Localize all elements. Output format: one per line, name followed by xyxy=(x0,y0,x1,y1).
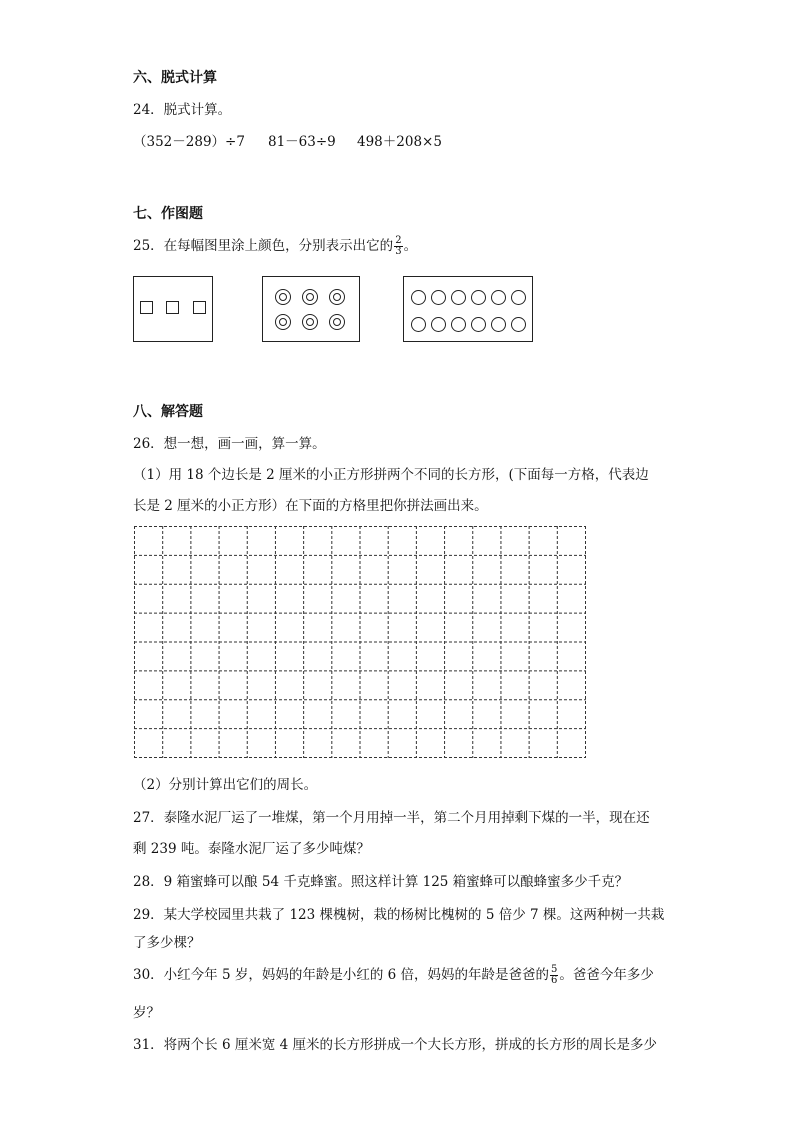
question-26-part2: （2）分别计算出它们的周长。 xyxy=(133,777,318,793)
circle-shape[interactable] xyxy=(431,290,446,305)
circle-shape[interactable] xyxy=(471,317,486,332)
question-30-text-a: 30．小红今年 5 岁，妈妈的年龄是小红的 6 倍，妈妈的年龄是爸爸的 xyxy=(133,967,550,983)
fraction-denominator: 3 xyxy=(395,246,402,257)
question-25-text xyxy=(133,234,417,258)
question-30-text-b: 。爸爸今年多少 xyxy=(559,967,654,983)
fraction-two-thirds xyxy=(394,236,402,257)
section-heading-7: 七、作图题 xyxy=(133,206,203,222)
circle-shape[interactable] xyxy=(491,317,506,332)
question-25-prompt: 25．在每幅图里涂上颜色，分别表示出它的 xyxy=(133,238,394,254)
figure-squares[interactable] xyxy=(133,276,213,342)
double-circle-shape[interactable] xyxy=(275,314,291,330)
circle-shape[interactable] xyxy=(511,290,526,305)
question-29-line2: 了多少棵？ xyxy=(133,935,201,951)
figure-double-circles[interactable] xyxy=(262,276,360,342)
question-26-part1-line2: 长是 2 厘米的小正方形）在下面的方格里把你拼法画出来。 xyxy=(133,498,488,514)
circle-shape[interactable] xyxy=(491,290,506,305)
circle-shape[interactable] xyxy=(411,290,426,305)
question-24-text: 24．脱式计算。 xyxy=(133,102,232,118)
circle-shape[interactable] xyxy=(451,317,466,332)
fraction-numerator: 5 xyxy=(551,964,558,975)
fraction-numerator: 2 xyxy=(395,235,402,246)
fraction-denominator: 6 xyxy=(551,975,558,986)
question-25-end: 。 xyxy=(403,238,418,254)
question-24-expression-2: 81－63÷9 xyxy=(268,134,336,150)
double-circle-shape[interactable] xyxy=(329,314,345,330)
figure-circles[interactable] xyxy=(403,276,533,342)
question-24-expression-3: 498＋208×5 xyxy=(357,134,442,150)
section-heading-6: 六、脱式计算 xyxy=(133,70,217,86)
square-shape[interactable] xyxy=(166,301,179,314)
question-27-line1: 27．泰隆水泥厂运了一堆煤，第一个月用掉一半，第二个月用掉剩下煤的一半，现在还 xyxy=(133,810,650,826)
square-shape[interactable] xyxy=(140,301,153,314)
circle-shape[interactable] xyxy=(471,290,486,305)
circle-shape[interactable] xyxy=(431,317,446,332)
section-heading-8: 八、解答题 xyxy=(133,404,203,420)
question-24-expression-1: （352－289）÷7 xyxy=(133,134,245,150)
question-26-text: 26．想一想，画一画，算一算。 xyxy=(133,436,326,452)
square-shape[interactable] xyxy=(193,301,206,314)
question-27-line2: 剩 239 吨。泰隆水泥厂运了多少吨煤？ xyxy=(133,841,370,857)
fraction-five-sixths xyxy=(550,965,558,986)
double-circle-shape[interactable] xyxy=(275,289,291,305)
double-circle-shape[interactable] xyxy=(302,289,318,305)
question-30-line2: 岁？ xyxy=(133,1005,160,1021)
question-28-line1: 28．9 箱蜜蜂可以酿 54 千克蜂蜜。照这样计算 125 箱蜜蜂可以酿蜂蜜多少千克？ xyxy=(133,874,629,890)
circle-shape[interactable] xyxy=(511,317,526,332)
question-26-part1-line1: （1）用 18 个边长是 2 厘米的小正方形拼两个不同的长方形，(下面每一方格，代表边 xyxy=(133,467,649,483)
question-30-line1 xyxy=(133,963,654,987)
drawing-grid[interactable] xyxy=(134,526,586,758)
circle-shape[interactable] xyxy=(451,290,466,305)
double-circle-shape[interactable] xyxy=(302,314,318,330)
question-29-line1: 29．某大学校园里共栽了 123 棵槐树，栽的杨树比槐树的 5 倍少 7 棵。这两种树一共栽 xyxy=(133,907,665,923)
question-31-line1: 31．将两个长 6 厘米宽 4 厘米的长方形拼成一个大长方形，拼成的长方形的周长是多少 xyxy=(133,1037,658,1053)
circle-shape[interactable] xyxy=(411,317,426,332)
double-circle-shape[interactable] xyxy=(329,289,345,305)
